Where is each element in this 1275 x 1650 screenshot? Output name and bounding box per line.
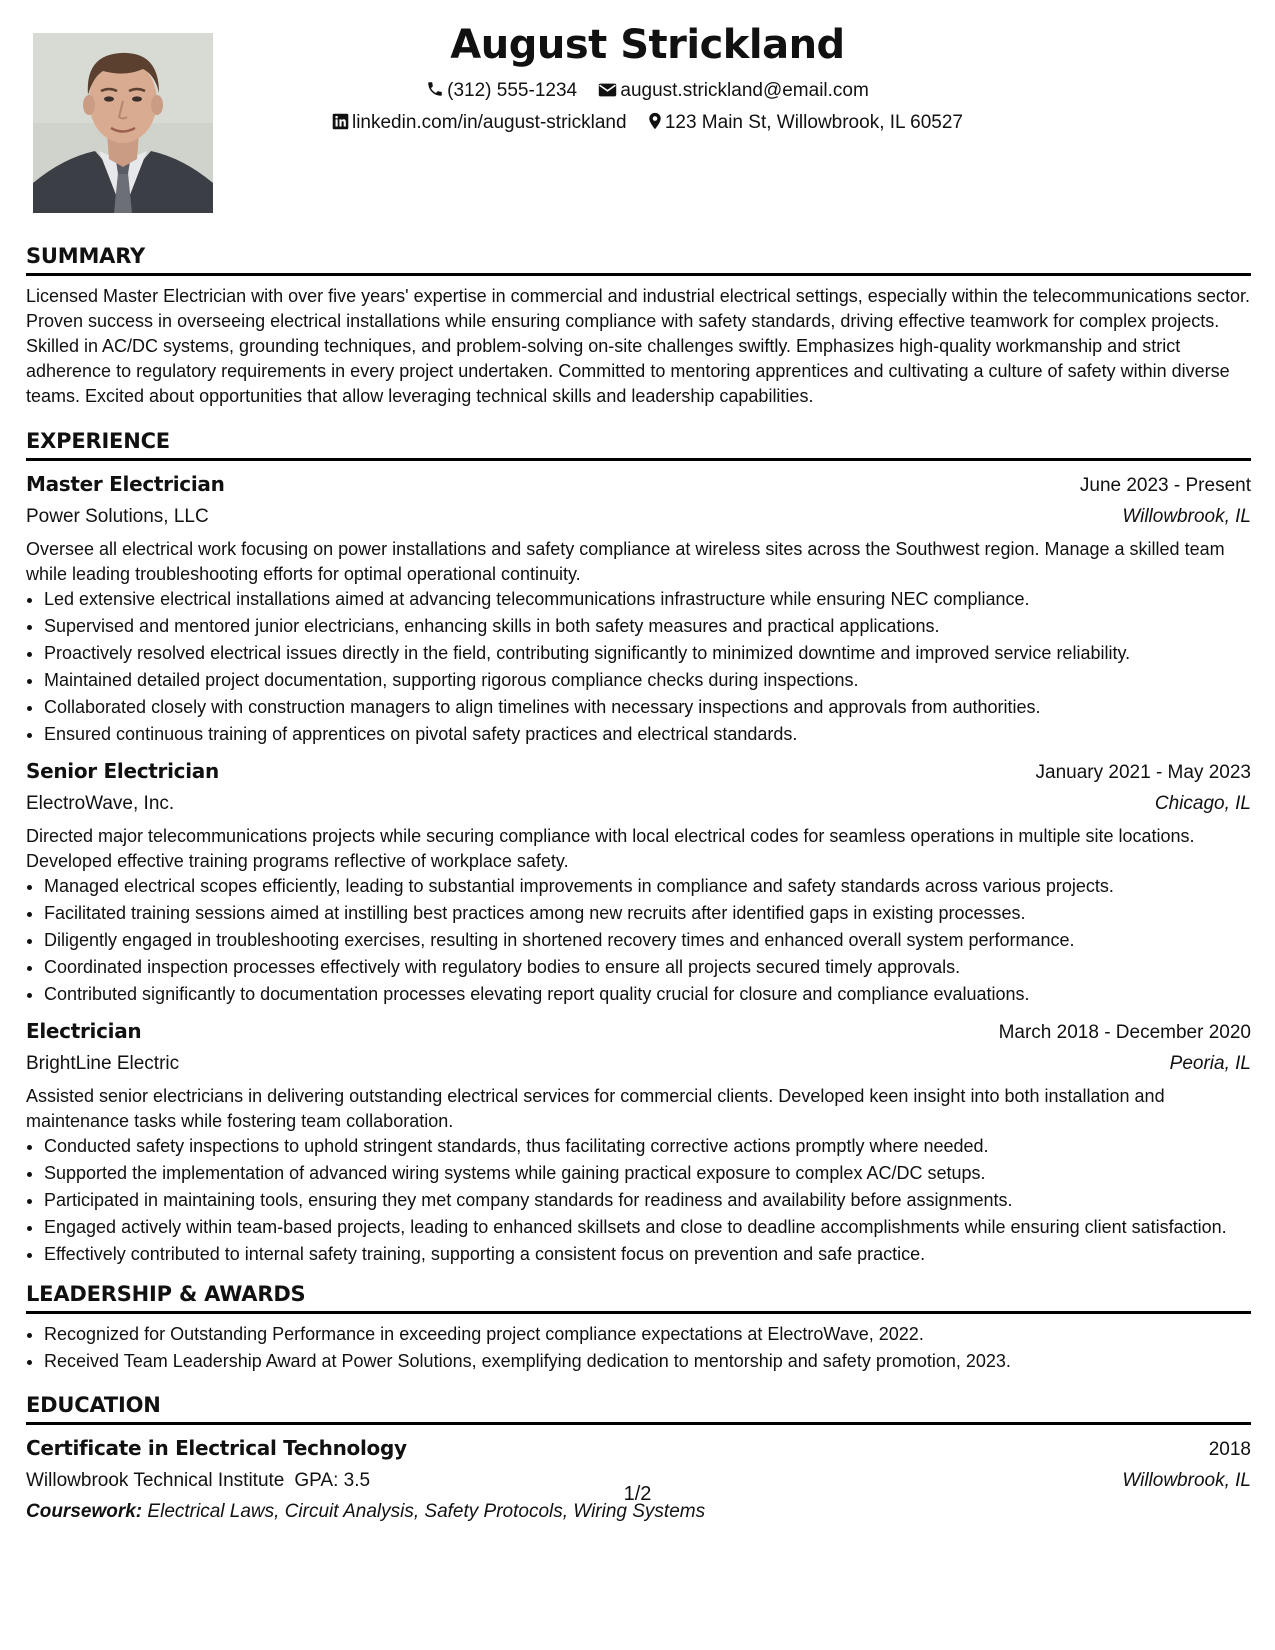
- award-item: • Received Team Leadership Award at Power Solutions, exemplifying dedication to mentorship and safety promotion, 2023.: [44, 1349, 1251, 1373]
- job-description: Assisted senior electricians in delivering outstanding electrical services for commercial clients. Developed keen insight into both installation and maintenance tasks while fostering team collaboration.: [26, 1086, 1165, 1131]
- awards-list: [26, 1322, 1251, 1373]
- home-address: 123 Main St, Willowbrook, IL 60527: [664, 112, 964, 133]
- job-title: Electrician: [26, 1019, 142, 1043]
- education-section: [26, 1393, 1251, 1527]
- candidate-name: August Strickland: [450, 22, 845, 68]
- job-bullet: • Diligently engaged in troubleshooting exercises, resulting in shortened recovery times and enhanced overall system performance.: [44, 928, 1251, 952]
- job-entry: [26, 1016, 1251, 1266]
- page-number: 1/2: [623, 1483, 652, 1505]
- job-title: Senior Electrician: [26, 759, 219, 783]
- contact-line-2: [0, 112, 1275, 136]
- job-bullet: • Contributed significantly to documentation processes elevating report quality crucial for closure and compliance evaluations.: [44, 982, 1251, 1006]
- job-bullet: • Coordinated inspection processes effectively with regulatory bodies to ensure all projects secured timely approvals.: [44, 955, 1251, 979]
- job-location: Peoria, IL: [1169, 1053, 1251, 1074]
- resume-content: [26, 244, 1251, 1527]
- job-bullet: • Conducted safety inspections to uphold stringent standards, thus facilitating corrective actions promptly where needed.: [44, 1134, 1251, 1158]
- coursework-list: Electrical Laws, Circuit Analysis, Safety Protocols, Wiring Systems: [147, 1501, 706, 1522]
- summary-text: Licensed Master Electrician with over five years' expertise in commercial and industrial electrical settings, especially within the telecommunications sector. Proven success in overseeing electrical installations while ensuring compliance with safety standards, driving effective teamwork for complex projects. Skilled in AC/DC systems, grounding techniques, and problem-solving on-site challenges swiftly. Emphasizes high-quality workmanship and strict adherence to regulatory requirements in every project undertaken. Committed to mentoring apprentices and cultivating a culture of safety within diverse teams. Excited about opportunities that allow leveraging technical skills and leadership capabilities.: [26, 286, 1250, 406]
- experience-heading: EXPERIENCE: [26, 429, 1251, 461]
- summary-section: [26, 244, 1251, 409]
- linkedin-contact: [332, 112, 627, 136]
- education-heading: EDUCATION: [26, 1393, 1251, 1425]
- job-location: Chicago, IL: [1154, 793, 1251, 814]
- envelope-icon: [598, 82, 617, 104]
- job-company: Power Solutions, LLC: [26, 506, 209, 527]
- job-bullet: • Managed electrical scopes efficiently, leading to substantial improvements in compliance and safety standards across various projects.: [44, 874, 1251, 898]
- job-bullet: • Led extensive electrical installations aimed at advancing telecommunications infrastructure while ensuring NEC compliance.: [44, 587, 1251, 611]
- phone-contact: [426, 80, 577, 104]
- email-address[interactable]: august.strickland@email.com: [620, 80, 869, 101]
- address-contact: [648, 112, 963, 136]
- job-dates: June 2023 - Present: [1079, 475, 1251, 496]
- job-bullets: [26, 874, 1251, 1006]
- job-bullet: • Participated in maintaining tools, ensuring they met company standards for readiness and availability before assignments.: [44, 1188, 1251, 1212]
- job-entry: [26, 756, 1251, 1006]
- job-description: Oversee all electrical work focusing on power installations and safety compliance at wireless sites across the Southwest region. Manage a skilled team while leading troubleshooting efforts for optimal operational continuity.: [26, 539, 1225, 584]
- coursework-label: Coursework:: [26, 1501, 143, 1522]
- job-bullet: • Supervised and mentored junior electricians, enhancing skills in both safety measures and practical applications.: [44, 614, 1251, 638]
- job-bullet: • Maintained detailed project documentation, supporting rigorous compliance checks during inspections.: [44, 668, 1251, 692]
- phone-icon: [426, 80, 444, 104]
- awards-section: [26, 1282, 1251, 1373]
- job-dates: March 2018 - December 2020: [998, 1022, 1251, 1043]
- job-location: Willowbrook, IL: [1122, 506, 1251, 527]
- job-bullet: • Engaged actively within team-based projects, leading to enhanced skillsets and close to deadline accomplishments while ensuring client satisfaction.: [44, 1215, 1251, 1239]
- gpa: GPA: 3.5: [294, 1470, 371, 1491]
- summary-heading: SUMMARY: [26, 244, 1251, 276]
- job-company: ElectroWave, Inc.: [26, 793, 175, 814]
- awards-heading: LEADERSHIP & AWARDS: [26, 1282, 1251, 1314]
- job-company: BrightLine Electric: [26, 1053, 180, 1074]
- award-item: • Recognized for Outstanding Performance in exceeding project compliance expectations at ElectroWave, 2022.: [44, 1322, 1251, 1346]
- phone-number[interactable]: (312) 555-1234: [447, 80, 578, 101]
- school-name: Willowbrook Technical Institute: [26, 1470, 285, 1491]
- school-location: Willowbrook, IL: [1122, 1470, 1251, 1491]
- job-bullet: • Supported the implementation of advanced wiring systems while gaining practical exposure to complex AC/DC setups.: [44, 1161, 1251, 1185]
- map-pin-icon: [648, 112, 662, 136]
- experience-section: [26, 429, 1251, 1266]
- job-bullet: • Collaborated closely with construction managers to align timelines with necessary inspections and approvals from authorities.: [44, 695, 1251, 719]
- job-dates: January 2021 - May 2023: [1035, 762, 1251, 783]
- contact-line-1: [0, 80, 1275, 104]
- job-bullet: • Facilitated training sessions aimed at instilling best practices among new recruits after identified gaps in existing processes.: [44, 901, 1251, 925]
- job-bullet: • Proactively resolved electrical issues directly in the field, contributing significantly to minimized downtime and improved service reliability.: [44, 641, 1251, 665]
- job-bullet: • Ensured continuous training of apprentices on pivotal safety practices and electrical standards.: [44, 722, 1251, 746]
- linkedin-icon: [332, 113, 349, 136]
- linkedin-url[interactable]: linkedin.com/in/august-strickland: [351, 112, 627, 133]
- job-bullets: [26, 587, 1251, 746]
- email-contact: [598, 80, 868, 104]
- degree-title: Certificate in Electrical Technology: [26, 1436, 407, 1460]
- job-entry: [26, 469, 1251, 746]
- graduation-year: 2018: [1208, 1439, 1251, 1460]
- job-bullets: [26, 1134, 1251, 1266]
- job-title: Master Electrician: [26, 472, 225, 496]
- job-description: Directed major telecommunications projects while securing compliance with local electrical codes for seamless operations in multiple site locations. Developed effective training programs reflective of workplace safety.: [26, 826, 1195, 871]
- job-bullet: • Effectively contributed to internal safety training, supporting a consistent focus on prevention and safe practice.: [44, 1242, 1251, 1266]
